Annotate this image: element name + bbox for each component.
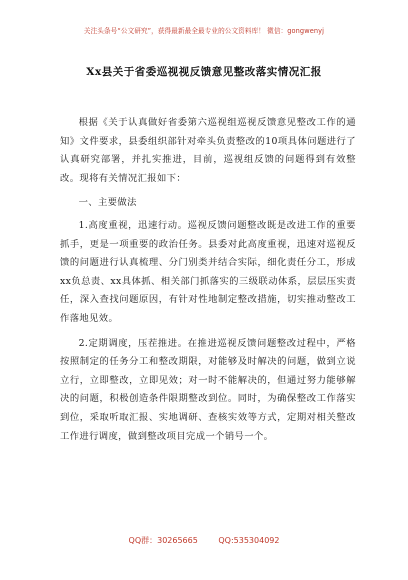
document-title: Xx县关于省委巡视视反馈意见整改落实情况汇报 — [86, 66, 322, 78]
header-promo-note: 关注头条号“公文研究”，获得最新最全最专业的公文资料库！ 微信：gongwenyj — [83, 27, 325, 35]
footer-contact: QQ群：30265665 QQ:535304092 — [128, 536, 280, 545]
document-body — [60, 114, 356, 452]
intro-paragraph: 根据《关于认真做好省委第六巡视组巡视反馈意见整改工作的通知》文件要求，县委组织部针对牵头负责整改的10项具体问题进行了认真研究部署，并扎实推进，目前，巡视组反馈的问题得到有效整改。现将有关情况汇报如下： — [60, 117, 356, 184]
body-paragraph: 1.高度重视，迅速行动。巡视反馈问题整改既是改进工作的重要抓手，更是一项重要的政治任务。县委对此高度重视，迅速对巡视反馈的问题进行认真梳理、分门别类并结合实际，细化责任分工，形成xx负总责、xx具体抓、相关部门抓落实的三级联动体系，层层压实责任，深入查找问题原因，有针对性地制定整改措施，切实推动整改工作落地见效。 — [60, 219, 356, 324]
body-paragraph: 2.定期调度，压茬推进。在推进巡视反馈问题整改过程中，严格按照制定的任务分工和整改期限，对能够及时解决的问题，做到立说立行，立即整改，立即见效；对一时不能解决的，但通过努力能够解决的问题，积极创造条件限期整改到位。同时，为确保整改工作落实到位，采取听取汇报、实地调研、查核实效等方式，定期对相关整改工作进行调度，做到整改项目完成一个销号一个。 — [60, 337, 356, 442]
section-heading: 一、主要做法 — [78, 197, 137, 209]
